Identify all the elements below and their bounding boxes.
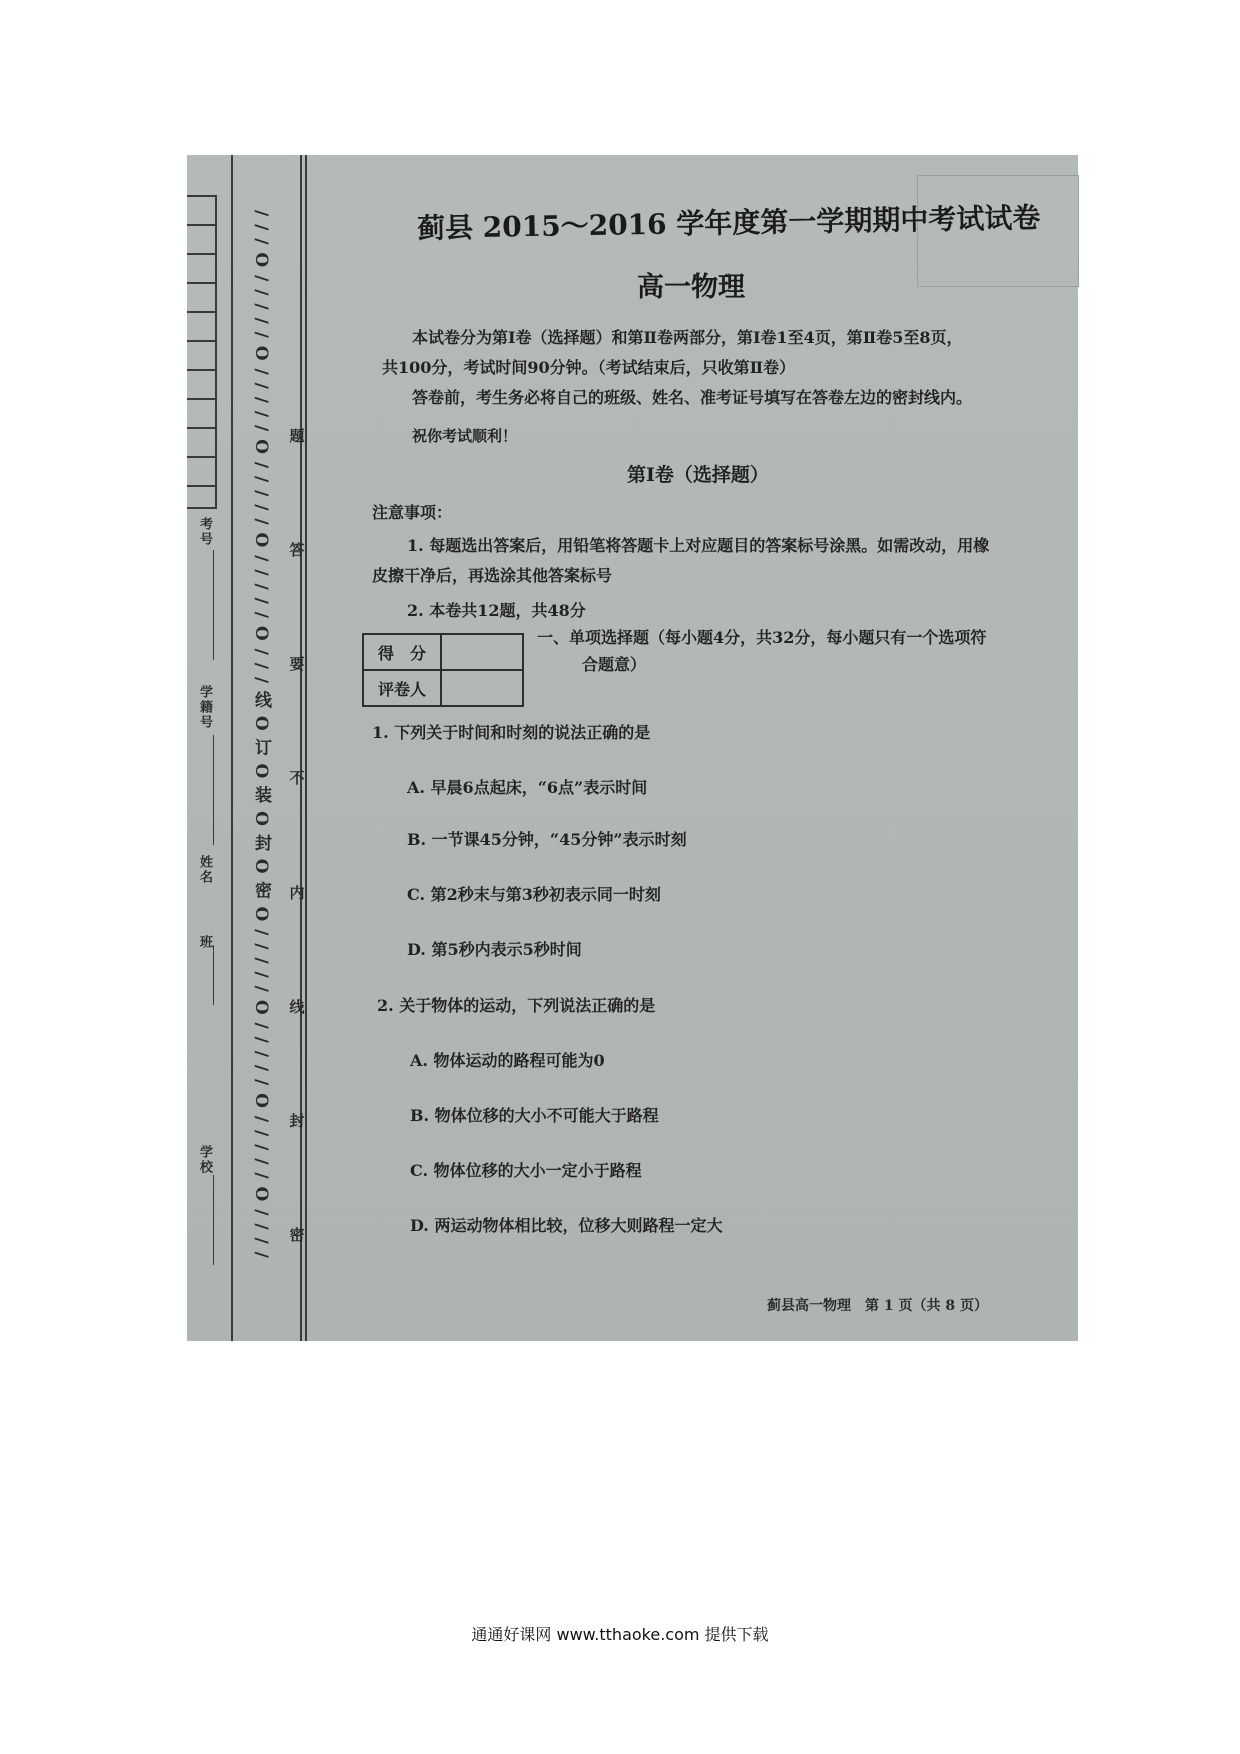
page-footer: 蓟县高一物理 第 1 页（共 8 页） — [767, 1298, 988, 1314]
part-1-heading-cont: 合题意） — [582, 655, 647, 674]
school-blank — [213, 1175, 214, 1265]
notice-char: 题 — [289, 427, 305, 445]
page-subtitle: 高一物理 — [637, 272, 745, 303]
intro-line-3: 答卷前，考生务必将自己的班级、姓名、准考证号填写在答卷左边的密封线内。 — [412, 388, 973, 407]
score-label: 得 分 — [363, 634, 441, 670]
grader-label: 评卷人 — [363, 670, 441, 706]
question-1-stem: 1. 下列关于时间和时刻的说法正确的是 — [372, 723, 651, 742]
notice-char: 不 — [289, 769, 305, 788]
part-1-heading: 一、单项选择题（每小题4分，共32分，每小题只有一个选项符 — [537, 628, 987, 647]
intro-line-1: 本试卷分为第Ⅰ卷（选择题）和第Ⅱ卷两部分，第Ⅰ卷1至4页，第Ⅱ卷5至8页， — [412, 328, 963, 347]
question-2-option-d: D. 两运动物体相比较，位移大则路程一定大 — [410, 1216, 723, 1235]
question-1-option-a: A. 早晨6点起床，“6点”表示时间 — [407, 778, 648, 797]
school-label: 学校 — [197, 1145, 212, 1175]
notice-char: 答 — [289, 541, 305, 560]
notice-char: 线 — [289, 997, 305, 1016]
score-cell — [441, 634, 523, 670]
name-blank — [213, 945, 214, 1005]
question-2-option-c: C. 物体位移的大小一定小于路程 — [410, 1161, 642, 1180]
question-2-option-b: B. 物体位移的大小不可能大于路程 — [410, 1106, 659, 1125]
note-2: 2. 本卷共12题，共48分 — [407, 601, 586, 620]
intro-line-2: 共100分，考试时间90分钟。（考试结束后，只收第Ⅱ卷） — [382, 358, 796, 377]
margin-line-1 — [231, 155, 233, 1341]
download-watermark: 通通好课网 www.tthaoke.com 提供下载 — [471, 1625, 769, 1644]
no-answer-notice — [287, 425, 307, 1245]
grader-cell — [441, 670, 523, 706]
student-id-blank — [213, 735, 214, 845]
exam-number-blank — [213, 550, 214, 660]
section-title: 第Ⅰ卷（选择题） — [627, 464, 769, 486]
question-2-stem: 2. 关于物体的运动，下列说法正确的是 — [377, 996, 656, 1015]
scanned-page-photo — [187, 155, 1078, 1341]
note-1-line-1: 1. 每题选出答案后，用铅笔将答题卡上对应题目的答案标号涂黑。如需改动，用橡 — [407, 536, 990, 555]
page-title: 蓟县 2015～2016 学年度第一学期期中考试试卷 — [416, 201, 1041, 245]
notice-char: 密 — [289, 1225, 305, 1244]
class-label: 班 — [197, 935, 212, 950]
question-1-option-c: C. 第2秒末与第3秒初表示同一时刻 — [407, 885, 661, 904]
notice-char: 要 — [289, 655, 305, 674]
question-1-option-d: D. 第5秒内表示5秒时间 — [407, 940, 582, 959]
notes-label: 注意事项： — [372, 503, 453, 522]
name-label: 姓名 — [197, 855, 212, 885]
question-1-option-b: B. 一节课45分钟，“45分钟”表示时刻 — [407, 830, 687, 849]
exam-number-label: 考号 — [197, 517, 212, 547]
notice-char: 内 — [289, 883, 305, 902]
intro-line-4: 祝你考试顺利！ — [412, 427, 518, 445]
seal-margin — [187, 155, 317, 1341]
student-id-label: 学籍号 — [197, 685, 212, 730]
note-1-line-2: 皮擦干净后，再选涂其他答案标号 — [372, 566, 613, 585]
notice-char: 封 — [289, 1111, 305, 1130]
seal-line-text: / / / O / / / / / O / / / / / O / / / / / O / / / / / O / / / 线 O 订 O 装 O 封 O 密 O / / / / / O / / / / / O / / / / / O / / / / — [251, 210, 271, 1259]
exam-number-grid — [187, 195, 217, 509]
score-table — [362, 633, 524, 707]
exam-content — [372, 155, 1052, 1341]
question-2-option-a: A. 物体运动的路程可能为0 — [410, 1051, 605, 1070]
